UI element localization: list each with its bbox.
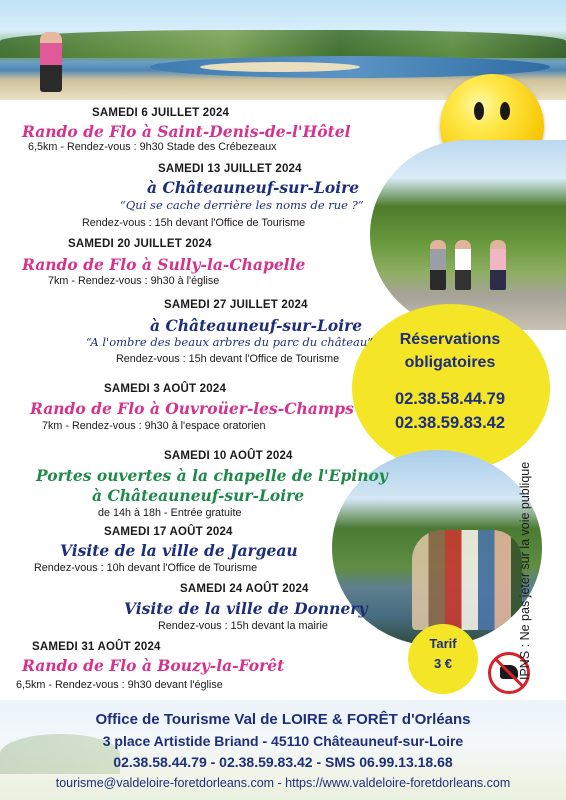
event-date: SAMEDI 17 AOÛT 2024 [104,526,233,538]
event-date: SAMEDI 27 JUILLET 2024 [164,299,308,311]
event-date: SAMEDI 3 AOÛT 2024 [104,383,227,395]
event-info: 6,5km - Rendez-vous : 9h30 devant l'église [16,679,223,691]
event-info: Rendez-vous : 15h devant la mairie [158,620,328,632]
event-title: Rando de Flo à Ouvroüer-les-Champs [30,399,354,418]
tarif-price: 3 € [433,656,453,671]
event-title: Rando de Flo à Saint-Denis-de-l'Hôtel [22,122,351,141]
walkers-photo [370,140,566,330]
event-date: SAMEDI 10 AOÛT 2024 [164,450,293,462]
footer-title: Office de Tourisme Val de LOIRE & FORÊT d'Orléans [95,711,471,728]
event-title: Portes ouvertes à la chapelle de l'Epinoy [36,466,388,485]
event-info: 6,5km - Rendez-vous : 9h30 Stade des Crébezeaux [28,141,277,153]
event-quote: “A l'ombre des beaux arbres du parc du château” [86,335,374,349]
footer-address: 3 place Artistide Briand - 45110 Châteauneuf-sur-Loire [102,733,464,749]
event-date: SAMEDI 31 AOÛT 2024 [32,641,161,653]
tarif-label: Tarif [429,636,457,651]
event-title: Visite de la ville de Donnery [124,599,368,618]
footer [0,700,566,800]
reservation-heading: Réservations obligatoires [399,331,501,371]
footer-phones: 02.38.58.44.79 - 02.38.59.83.42 - SMS 06.99.13.18.68 [113,754,453,770]
event-date: SAMEDI 20 JUILLET 2024 [68,238,212,250]
event-title: Visite de la ville de Jargeau [60,541,298,560]
reservation-phone-2: 02.38.59.83.42 [394,414,506,432]
event-info: 7km - Rendez-vous : 9h30 à l'espace oratorien [42,420,266,432]
reservation-phone-1: 02.38.58.44.79 [394,390,506,408]
event-info: Rendez-vous : 15h devant l'Office de Tourisme [82,217,306,229]
event-title: à Châteauneuf-sur-Loire [150,316,363,335]
event-title: à Châteauneuf-sur-Loire [147,178,360,197]
event-title-line2: à Châteauneuf-sur-Loire [92,486,305,505]
ipns-notice: IPNS : Ne pas jeter sur la voie publique [518,461,532,680]
footer-contact: tourisme@valdeloire-foretdorleans.com - https://www.valdeloire-foretdorleans.com [55,776,511,790]
event-info: 7km - Rendez-vous : 9h30 à l'église [48,275,220,287]
event-quote: “Qui se cache derrière les noms de rue ?” [120,198,364,212]
event-date: SAMEDI 13 JUILLET 2024 [158,163,302,175]
event-title: Rando de Flo à Sully-la-Chapelle [22,255,306,274]
event-info: de 14h à 18h - Entrée gratuite [98,507,242,519]
event-date: SAMEDI 24 AOÛT 2024 [180,583,309,595]
event-info: Rendez-vous : 10h devant l'Office de Tourisme [34,562,258,574]
event-date: SAMEDI 6 JUILLET 2024 [92,107,230,119]
event-info: Rendez-vous : 15h devant l'Office de Tourisme [116,353,340,365]
event-title: Rando de Flo à Bouzy-la-Forêt [22,656,285,675]
